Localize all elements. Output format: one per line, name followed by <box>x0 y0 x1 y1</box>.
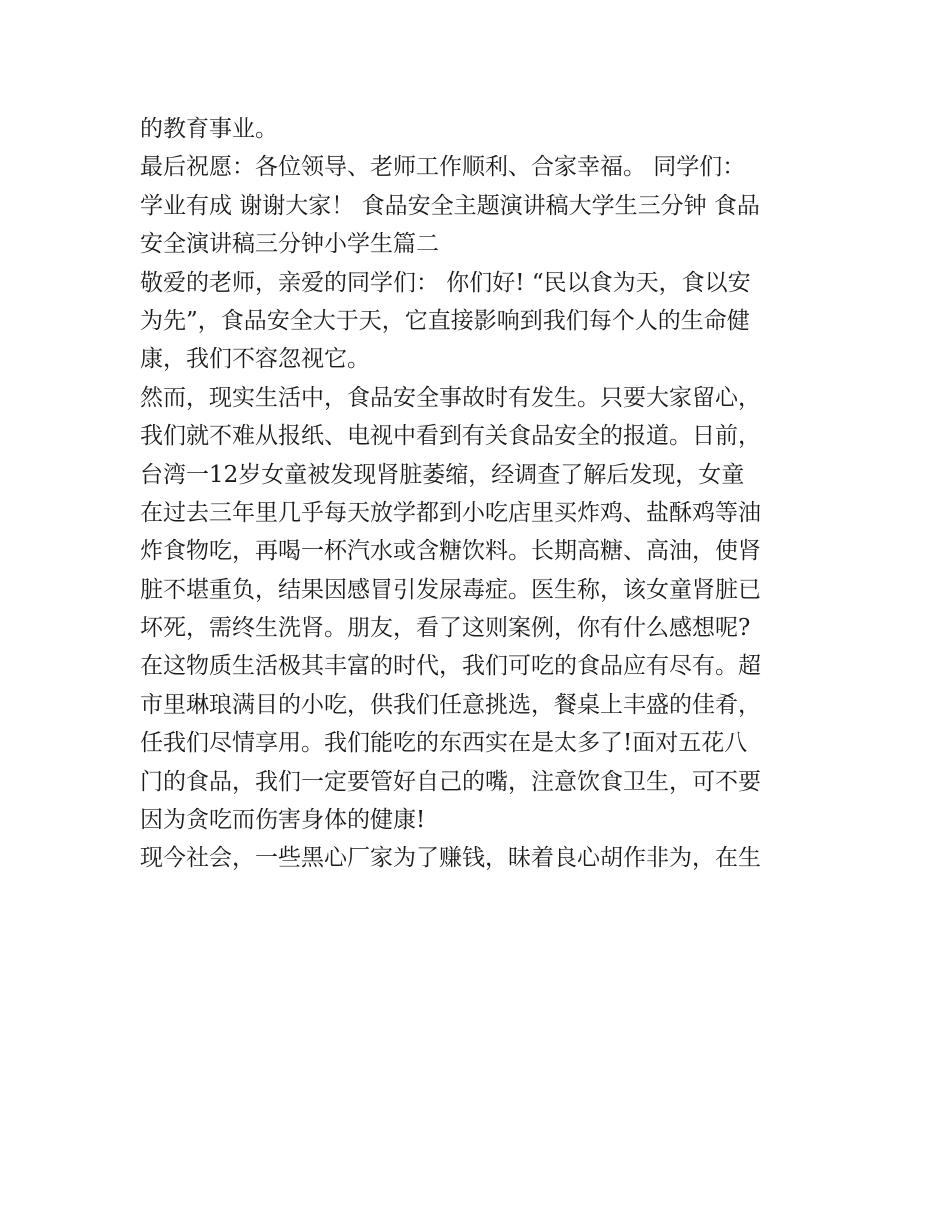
body-text <box>140 110 820 878</box>
text-line: 在过去三年里几乎每天放学都到小吃店里买炸鸡、盐酥鸡等油 <box>140 499 761 526</box>
text-line: 炸食物吃，再喝一杯汽水或含糖饮料。长期高糖、高油，使肾 <box>140 538 761 565</box>
text-line: 的教育事业。 <box>140 116 278 142</box>
text-line: 脏不堪重负，结果因感冒引发尿毒症。医生称，该女童肾脏已 <box>140 576 761 603</box>
text-line: 坏死，需终生洗肾。朋友，看了这则案例，你有什么感想呢? <box>140 615 751 642</box>
text-line: 敬爱的老师，亲爱的同学们： 你们好! “民以食为天，食以安 <box>140 269 751 296</box>
text-line: 在这物质生活极其丰富的时代，我们可吃的食品应有尽有。超 <box>140 653 761 680</box>
text-line: 门的食品，我们一定要管好自己的嘴，注意饮食卫生，可不要 <box>140 768 761 795</box>
text-line: 市里琳琅满目的小吃，供我们任意挑选，餐桌上丰盛的佳肴， <box>140 691 761 718</box>
text-line: 学业有成 谢谢大家！ 食品安全主题演讲稿大学生三分钟 食品 <box>140 192 760 219</box>
text-line: 现今社会，一些黑心厂家为了赚钱，昧着良心胡作非为，在生 <box>140 845 761 872</box>
text-line: 康，我们不容忽视它。 <box>140 346 370 373</box>
text-line: 因为贪吃而伤害身体的健康! <box>140 807 426 834</box>
text-line: 为先”，食品安全大于天，它直接影响到我们每个人的生命健 <box>140 307 750 334</box>
text-line: 台湾一12岁女童被发现肾脏萎缩，经调查了解后发现，女童 <box>140 461 745 488</box>
text-line: 任我们尽情享用。我们能吃的东西实在是太多了!面对五花八 <box>140 730 748 757</box>
text-line: 最后祝愿：各位领导、老师工作顺利、合家幸福。 同学们： <box>140 154 746 181</box>
text-line: 安全演讲稿三分钟小学生篇二 <box>140 231 439 258</box>
text-line: 我们就不难从报纸、电视中看到有关食品安全的报道。日前， <box>140 423 761 450</box>
text-line: 然而，现实生活中，食品安全事故时有发生。只要大家留心， <box>140 384 761 411</box>
